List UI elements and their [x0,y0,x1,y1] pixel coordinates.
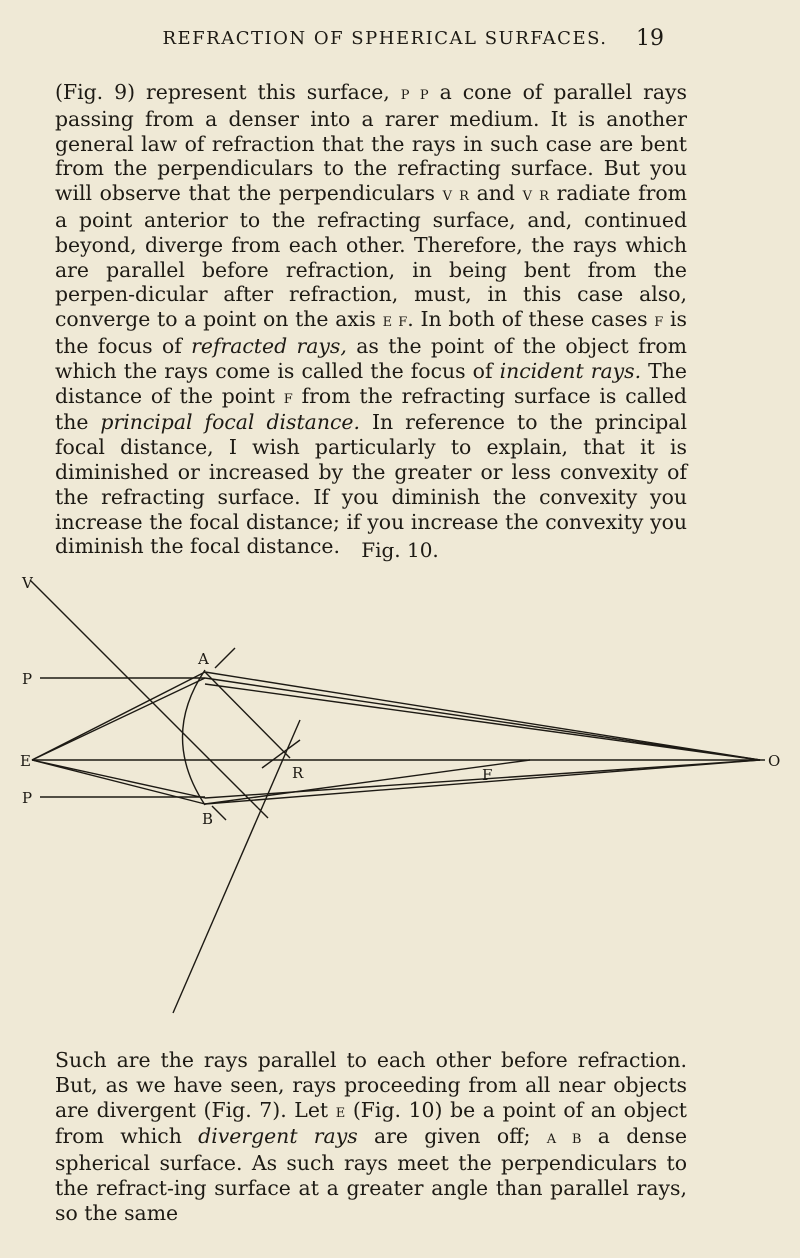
label-f: f [654,310,664,332]
label-a: A [198,650,209,668]
para2-text: are given off; [357,1124,547,1149]
term-principal-focal-distance: principal focal distance. [100,410,360,435]
para1-text: (Fig. 9) represent this surface, [55,80,401,104]
divergent-ray-upper [32,672,205,760]
refraction-diagram [0,560,800,1020]
para1-text: . In both of these cases [407,307,655,332]
label-f-2: f [283,386,293,408]
para1-text: a cone of parallel rays passing from a denser into a rarer medium. It is another general law of refraction that the rays in such case are bent from the perpendiculars to the refracting surface. But you will observe that the perpendiculars [55,80,687,206]
label-ab: a b [546,1127,582,1149]
term-divergent-rays: divergent rays [198,1124,358,1149]
para2-text: Such are the rays parallel to each other before refraction. But, as we have seen, rays proceeding from all near objects are divergent (Fig. 7). Let [55,1048,687,1122]
para2-text: a dense spherical surface. As such rays meet the perpendiculars to the refract-ing surface at a greater angle than parallel rays, so the same [55,1124,688,1225]
para1-text: as the point of the object from which the rays come is called the focus of [55,333,687,383]
divergent-ray-upper-2 [32,678,205,760]
para1-text: and [468,181,523,206]
paragraph-2 [55,1048,687,1226]
label-o: O [768,752,781,770]
running-head: REFRACTION OF SPHERICAL SURFACES. [162,28,608,49]
inner-line-b [212,806,226,820]
para1-text: is the focus of [55,307,688,358]
label-v: V [22,574,33,592]
perpendicular-line-v [30,580,258,808]
divergent-ray-lower [32,760,205,798]
label-p-bottom: P [22,789,33,807]
inner-line-a [215,648,235,668]
para1-text: The distance of the point [55,358,687,408]
perpendicular-line-lower [173,720,300,1013]
refracting-surface-arc [183,670,206,805]
paragraph-1 [55,80,687,559]
para1-text: from the refracting surface is called the [55,383,687,435]
label-pp: p p [400,83,429,104]
para1-text: radiate from a point anterior to the refracting surface, and, continued beyond, diverge from each other. Therefore, the rays which are parallel before refraction, in being bent from the perpen-dicular after refraction, must, in this case also, converge to a point on the axis [55,181,688,332]
label-b: B [202,810,214,828]
term-refracted-rays: refracted rays, [191,333,347,358]
label-vr: v r [442,184,469,206]
label-ef: e f [382,310,408,332]
para2-text: (Fig. 10) be a point of an object from which [55,1097,688,1149]
term-incident-rays: incident rays. [499,358,642,383]
label-vr-2: v r [522,184,549,206]
label-p-top: P [22,670,33,688]
label-e: E [20,752,31,770]
label-f: F [482,766,493,784]
label-e-inline: e [335,1100,346,1122]
label-r: R [292,764,304,782]
figure-caption: Fig. 10. [361,538,439,562]
para1-text: In reference to the principal focal distance, I wish particularly to explain, that it is diminished or increased by the greater or less convexity of the refracting surface. If you diminish the convexity you increase the focal distance; if you increase the convexity you diminish the focal distance. [55,410,687,559]
page-number: 19 [636,26,664,51]
